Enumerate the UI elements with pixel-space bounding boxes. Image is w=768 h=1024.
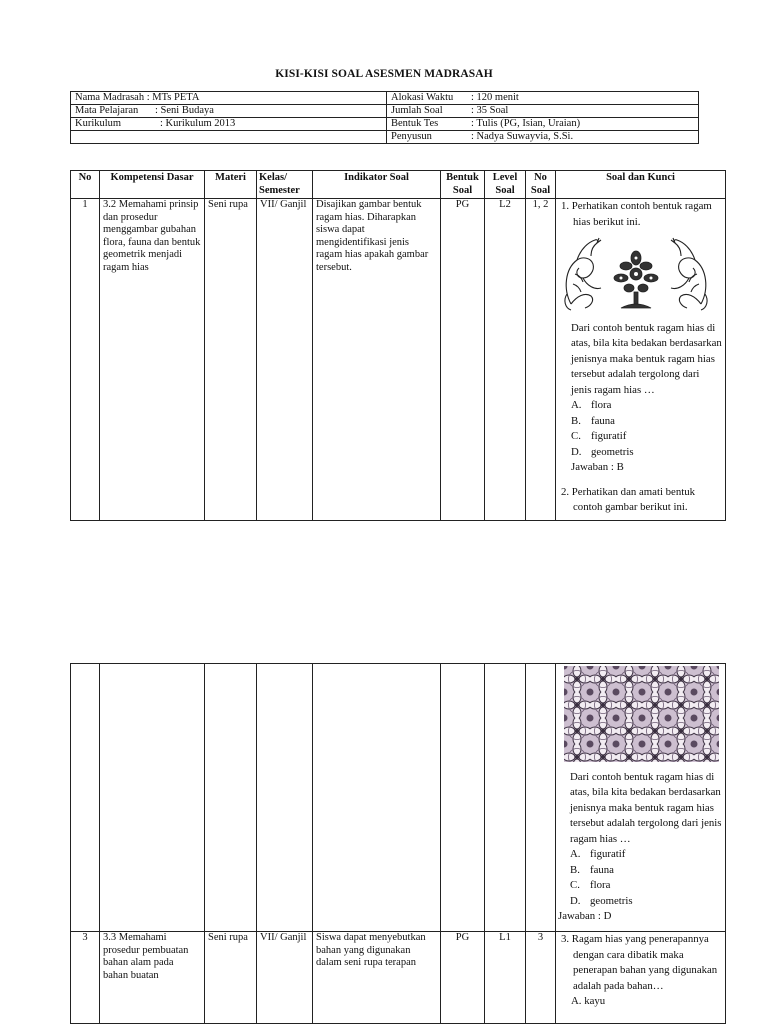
kisi-table-page2: [70, 663, 726, 1024]
header-bentuk-soal: Bentuk Soal: [441, 171, 485, 199]
info-penyusun: Penyusun : Nadya Suwayvia, S.Si.: [387, 131, 699, 144]
info-alokasi-waktu: Alokasi Waktu : 120 menit: [387, 92, 699, 105]
cell-soal-dan-kunci: [556, 199, 726, 521]
header-indikator-soal: Indikator Soal: [313, 171, 441, 199]
cell-no-soal: 3: [526, 932, 556, 1024]
info-bentuk-tes: Bentuk Tes : Tulis (PG, Isian, Uraian): [387, 118, 699, 131]
answer-key-1: Jawaban : B: [571, 461, 624, 473]
cell-no: 3: [71, 932, 100, 1024]
info-kurikulum: Kurikulum : Kurikulum 2013: [71, 118, 387, 131]
option-a: A. figuratif: [570, 848, 626, 860]
cell-indikator: Siswa dapat menyebutkan bahan yang digunakan dalam seni rupa terapan: [313, 932, 441, 1024]
question-2-body: Dari contoh bentuk ragam hias di atas, bila kita bedakan berdasarkan jenisnya maka bentuk ragam hias tersebut adalah tergolong dari jenis ragam hias …: [570, 770, 722, 845]
option-b: B. fauna: [571, 414, 615, 427]
cell-kompetensi-dasar: 3.2 Memahami prinsip dan prosedur menggambar gubahan flora, fauna dan bentuk geometrik menjadi ragam hias: [100, 199, 205, 521]
info-empty: [71, 131, 387, 144]
cell-kompetensi-dasar: 3.3 Memahami prosedur pembuatan bahan alam pada bahan buatan: [100, 932, 205, 1024]
question-1-body: Dari contoh bentuk ragam hias di atas, bila kita bedakan berdasarkan jenisnya maka bentuk ragam hias tersebut adalah tergolong dari jenis ragam hias …: [571, 321, 722, 396]
document-title: KISI-KISI SOAL ASESMEN MADRASAH: [275, 68, 493, 80]
cell-soal-dan-kunci: [556, 932, 726, 1024]
option-d: D. geometris: [570, 894, 633, 907]
ornament-geometric-image: [564, 666, 722, 768]
table-row: [71, 199, 726, 521]
cell-kelas: VII/ Ganjil: [257, 199, 313, 521]
header-kompetensi-dasar: Kompetensi Dasar: [100, 171, 205, 199]
option-b: B. fauna: [570, 863, 614, 876]
question-1: 1. Perhatikan contoh bentuk ragam hias berikut ini.: [561, 200, 712, 228]
question-2: 2. Perhatikan dan amati bentuk contoh gambar berikut ini.: [561, 485, 696, 513]
header-no-soal: No Soal: [526, 171, 556, 199]
cell-bentuk: PG: [441, 199, 485, 521]
cell-kelas: VII/ Ganjil: [257, 932, 313, 1024]
info-table: [70, 91, 699, 144]
header-soal-dan-kunci: Soal dan Kunci: [556, 171, 726, 199]
info-nama-madrasah: Nama Madrasah : MTs PETA: [71, 92, 387, 105]
header-kelas-semester: Kelas/ Semester: [257, 171, 313, 199]
option-c: C. figuratif: [571, 430, 627, 442]
option-d: D. geometris: [571, 445, 634, 458]
option-a: A. flora: [571, 399, 612, 411]
geometric-batik-icon: [564, 666, 719, 762]
peacock-ornament-icon: [561, 234, 711, 312]
cell-materi: Seni rupa: [205, 932, 257, 1024]
cell-no: 1: [71, 199, 100, 521]
cell-no-soal: 1, 2: [526, 199, 556, 521]
info-mata-pelajaran: Mata Pelajaran : Seni Budaya: [71, 105, 387, 118]
option-c: C. flora: [570, 879, 611, 891]
cell-level: L2: [485, 199, 526, 521]
header-no: No: [71, 171, 100, 199]
cell-bentuk: PG: [441, 932, 485, 1024]
header-materi: Materi: [205, 171, 257, 199]
option-a: A. kayu: [571, 995, 606, 1007]
kisi-table-page1: [70, 170, 726, 521]
table-row: [71, 664, 726, 932]
answer-key-2: Jawaban : D: [558, 910, 612, 922]
info-jumlah-soal: Jumlah Soal : 35 Soal: [387, 105, 699, 118]
question-3: 3. Ragam hias yang penerapannya dengan cara dibatik maka penerapan bahan yang digunakan adalah pada bahan…: [561, 933, 718, 992]
table-row: [71, 932, 726, 1024]
cell-materi: Seni rupa: [205, 199, 257, 521]
ornament-peacock-image: [561, 234, 722, 318]
cell-indikator: Disajikan gambar bentuk ragam hias. Diharapkan siswa dapat mengidentifikasi jenis ragam hias apakah gambar tersebut.: [313, 199, 441, 521]
header-level-soal: Level Soal: [485, 171, 526, 199]
cell-soal-dan-kunci: [556, 664, 726, 932]
cell-level: L1: [485, 932, 526, 1024]
